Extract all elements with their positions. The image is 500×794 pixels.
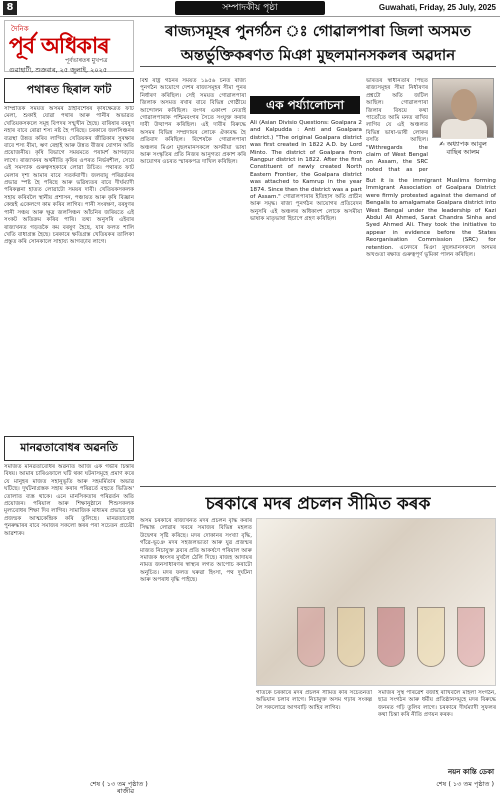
dateline: Guwahati, Friday, 25 July, 2025 <box>378 3 496 12</box>
wine-glass <box>457 607 485 667</box>
author-photo-face <box>451 89 477 121</box>
humanity-title: মানৱতাবোধৰ অৱনতি <box>4 436 134 461</box>
bottom-headline: চৰকাৰে মদৰ প্ৰচলন সীমিত কৰক <box>205 494 431 514</box>
feature-col1-text: বিশ্ব ৰাষ্ট্ৰ গঠনৰ সময়ত ১৯৫৬ চনত ৰাজ্য পুনৰ্গঠন আয়োগে দেশৰ ৰাজ্যসমূহৰ সীমা পুনৰ নিৰ্ধাৰণ কৰিছিল। সেই সময়ত গোৱালপাৰা জিলাক অসমত ৰখাৰ বাবে বিভিন্ন গোষ্ঠীয়ে আন্দোলন কৰিছিল। বংগৰ একাংশ নেতাই গোৱালপাৰাক পশ্চিমবংগৰ সৈতে সংযুক্ত কৰাৰ দাবী উত্থাপন কৰিছিল। এই দাবীৰ বিৰুদ্ধে অসমৰ বিভিন্ন সম্প্ৰদায়ৰ লোকে ঐক্যবদ্ধ হৈ প্ৰতিবাদ কৰিছিল। বিশেষকৈ গোৱালপাৰা অঞ্চলৰ মিঞা মুছলমানসকলে অসমীয়া ভাষা আৰু সংস্কৃতিৰ প্ৰতি নিজৰ আনুগত্য প্ৰকাশ কৰি আয়োগৰ ওচৰত স্মাৰকপত্ৰ দাখিল কৰিছিল। <box>140 78 246 166</box>
author-name: ✍ অধ্যাপক আবুল বাছিৰ আলম <box>439 140 487 156</box>
feature-col3-text: But it is the immigrant Muslims forming Immigrant Association of Goalpara District were firmly protested against the demand of Bengalis to amalgamate Goalpara district into West Bengal under the leadership of Kazi Abdul Ali Ahmed, Sarat Chandra Sinha and Syed Ahmed Ali. They took the initiative to appear in evidence before the States Reorganisation Commission (SRC) for retention. এনেদৰে মিঞা মুছলমানসকলে অসমৰ অখণ্ডতা ৰক্ষাত গুৰুত্বপূৰ্ণ ভূমিকা পালন কৰিছিল। <box>366 178 496 259</box>
feature-column-3 <box>366 178 496 482</box>
author-photo <box>432 78 494 138</box>
humanity-body: সমাজত মানৱতাবোধৰ অৱনতি আজি এক গভীৰ চিন্তাৰ বিষয়। আমাৰ চাৰিওফালে ঘটি থকা ঘটনাসমূহে প্ৰমাণ কৰে যে মানুহৰ মাজত সহানুভূতি আৰু সহমৰ্মিতাৰ অভাৱ ঘটিছে। দুৰ্ঘটনাগ্ৰস্তক সহায় কৰাৰ পৰিৱৰ্তে বহুতে ভিডিঅ' তোলাত ব্যস্ত থাকে। এনে মানসিকতাৰ পৰিৱৰ্তন অতি প্ৰয়োজন। পৰিয়াল আৰু শিক্ষানুষ্ঠানে শিশুসকলক মূল্যবোধৰ শিক্ষা দিব লাগিব। সামাজিক মাধ্যমৰ প্ৰভাৱে যুৱ প্ৰজন্মক আত্মকেন্দ্ৰিক কৰি তুলিছে। মানৱতাবোধ পুনৰুদ্ধাৰৰ বাবে সমাজৰ সকলো স্তৰৰ পৰা সচেতন প্ৰচেষ্টা আৱশ্যক। <box>4 464 134 537</box>
feature-col2-text: Ali (Asian Divisio Questions: Goalpara 2 and Kalpudda : Anti and Goalpara district.) "The original Goalpara district was first created in 1822 A.D. by Lord Minto. The district of Goalpara from Rangpur district in 1822. After the first Constituent of newly created North Eastern Frontier, the Goalpara district was attached to Kamrup in the year 1874. Since then the district was a part of Assam." গোৱালপাৰাৰ ইতিহাস অতি প্ৰাচীন আৰু সমৃদ্ধ। ৰাজ্য পুনৰ্গঠন আয়োগৰ প্ৰতিবেদন অনুসৰি এই অঞ্চলৰ অধিকাংশ লোকে অসমীয়া ভাষাক মাতৃভাষা হিচাপে গ্ৰহণ কৰিছিল। <box>250 120 362 223</box>
author-photo-body <box>441 119 487 139</box>
editorial-title: পথাৰত ছিৰাল ফাট <box>4 78 134 103</box>
bottom-col3-text: সমাজৰ সুস্থ পৰিৱেশ বজাই ৰাখিবলৈ মহিলা সংগঠন, ছাত্ৰ সংগঠন আৰু ধৰ্মীয় প্ৰতিষ্ঠানসমূহে মদৰ বিৰুদ্ধে জনমত গঢ়ি তুলিব লাগে। চৰকাৰে দীৰ্ঘম্যাদী সুফলৰ কথা চিন্তা কৰি নীতি প্ৰণয়ন কৰক। <box>378 690 496 719</box>
feature-column-2 <box>250 120 362 484</box>
headline-rule <box>140 66 496 67</box>
page-header <box>0 0 500 17</box>
masthead-title: পূৰ্ব অধিকাৰ <box>9 34 109 59</box>
author-side-text: ভাৰতৰ স্বাধীনতাৰ পিছত ৰাজ্যসমূহৰ সীমা নিৰ্ধাৰণৰ প্ৰশ্নটো অতি জটিল আছিল। গোৱালপাৰা জিলাৰ বিষয়ে কথা পাতোঁতে আমি মনত ৰাখিব লাগিব যে এই অঞ্চলত বিভিন্ন ভাষা-ভাষী লোকৰ বসতি আছিল। "Withregards the claim of West Bengal on Assam, the SRC noted that as per <box>366 78 428 173</box>
wine-glass <box>417 607 445 667</box>
bottom-signature: নয়ন কান্তি ডেকা <box>447 768 494 776</box>
wine-glass <box>297 607 325 667</box>
page-number: 8 <box>3 1 17 15</box>
humanity-column <box>4 436 134 794</box>
review-badge: এক পৰ্য্যালোচনা <box>250 96 360 114</box>
feature-column-1 <box>140 78 246 484</box>
continued-note-left: শেষ ( ১৩ তম পৃষ্ঠাত ) <box>90 780 148 788</box>
bottom-rule <box>140 486 496 487</box>
continued-note-right: শেষ ( ১৩ তম পৃষ্ঠাত ) <box>436 780 494 788</box>
main-headline-line2: অন্তৰ্ভুক্তিকৰণত মিঞা মুছলমানসকলৰ অৱদান <box>180 46 456 64</box>
wine-glasses-photo <box>256 518 496 686</box>
author-side-column <box>366 78 428 174</box>
masthead <box>4 20 134 72</box>
bottom-column-3 <box>378 690 496 762</box>
main-headline-line1: ৰাজ্যসমূহৰ পুনৰ্গঠন ঃ গোৱালপাৰা জিলা অসমত <box>165 22 471 40</box>
wine-glass <box>377 607 405 667</box>
wine-glass <box>337 607 365 667</box>
section-label: সম্পাদকীয় পৃষ্ঠা <box>175 1 325 15</box>
bottom-column-1 <box>140 518 252 774</box>
bottom-col1-text: অসম চৰকাৰে ৰাজ্যখনত মদৰ প্ৰচলন বৃদ্ধি কৰাৰ সিদ্ধান্ত লোৱাৰ খবৰে সমাজৰ বিভিন্ন মহলত উদ্বেগৰ সৃষ্টি কৰিছে। মদৰ দোকানৰ সংখ্যা বৃদ্ধি, গাঁৱে-ভূঞে মদৰ সহজলভ্যতা আৰু যুৱ প্ৰজন্মৰ মাজত নিচাযুক্ত দ্ৰব্যৰ প্ৰতি আকৰ্ষণে পৰিয়াল আৰু সমাজক ধ্বংসৰ মুখলৈ ঠেলি দিছে। ৰাজহ আদায়ৰ নামত জনসাধাৰণৰ স্বাস্থ্যৰ লগত আপোচ কৰাটো অনুচিত। মদৰ ফলত ঘৰুৱা হিংসা, পথ দুৰ্ঘটনা আৰু অপৰাধ বৃদ্ধি পাইছে। <box>140 518 252 584</box>
bottom-col2-text: গতিকে চৰকাৰে মদৰ প্ৰচলন সীমিত কৰি সচেতনতা অভিযান চলাব লাগে। নিচামুক্ত অসম গঢ়াৰ সংকল্প লৈ সকলোৱে আগবাঢ়ি আহিব লাগিব। <box>256 690 372 711</box>
bottom-column-2 <box>256 690 372 770</box>
masthead-subtitle: পূৰ্বভাৰতৰ মুখপত্ৰ <box>65 57 108 64</box>
masthead-small: দৈনিক <box>11 25 29 33</box>
humanity-signature: ৰাজীৱ <box>116 787 134 794</box>
editorial-column <box>4 78 134 456</box>
masthead-date: গুৱাহাটী, শুক্ৰবাৰ, ২৫ জুলাই, ২০২৫ <box>9 66 108 74</box>
editorial-body: সাম্প্ৰতিক সময়ত অসমৰ ঠাইবিশেষৰ কৃষিক্ষেত্ৰত ফাট মেলা, শুকাই যোৱা পথাৰ আৰু পানীৰ অভাৱত খেতিয়কসকলে সমূহ বিপদৰ সন্মুখীন হৈছে। বাৰিষাৰ বৰষুণ নহাৰ বাবে ৰোৱা শস্য নষ্ট হৈ পৰিছে। চৰকাৰে জলসিঞ্চনৰ ব্যৱস্থা উন্নত কৰিব লাগিব। খেতিয়কৰ জীৱিকাৰ সুৰক্ষাৰ বাবে শস্য বীমা, ঋণ ৰেহাই আৰু উন্নত বীজৰ যোগান অতি প্ৰয়োজনীয়। কৃষি বিভাগে সময়মতে পৰামৰ্শ আগবঢ়াব লাগে। ৰাজ্যখনৰ অৰ্থনীতি কৃষিৰ ওপৰত নিৰ্ভৰশীল, সেয়ে এই সমস্যাক গুৰুত্বসহকাৰে লোৱা উচিত। পথাৰত ফাট মেলাৰ দৃশ্য আমাৰ বাবে সতৰ্কবাণী। জলবায়ু পৰিৱৰ্তনৰ প্ৰভাৱ স্পষ্ট হৈ পৰিছে আৰু ভৱিষ্যতৰ বাবে দীৰ্ঘম্যাদী পৰিকল্পনা হাতত লোৱাটো সময়ৰ দাবী। খেতিয়কসকলক সহায় কৰিবলৈ স্থানীয় প্ৰশাসন, পঞ্চায়ত আৰু কৃষি বিজ্ঞান কেন্দ্ৰই একেলগে কাম কৰিব লাগিব। পানী সংৰক্ষণ, বৰষুণৰ পানী সঞ্চয় আৰু ক্ষুদ্ৰ জলসিঞ্চন আঁচনিৰ জৰিয়তে এই সংকট অতিক্ৰম কৰিব পাৰি। তথ্য অনুসৰি এইবাৰ ৰাজ্যখনত গড়তকৈ কম বৰষুণ হৈছে, যাৰ ফলত শালি খেতি বাধাগ্ৰস্ত হৈছে। চৰকাৰে ক্ষতিগ্ৰস্ত খেতিয়কৰ তালিকা প্ৰস্তুত কৰি সোনকালে সাহায্য আগবঢ়াব লাগে। <box>4 106 134 246</box>
